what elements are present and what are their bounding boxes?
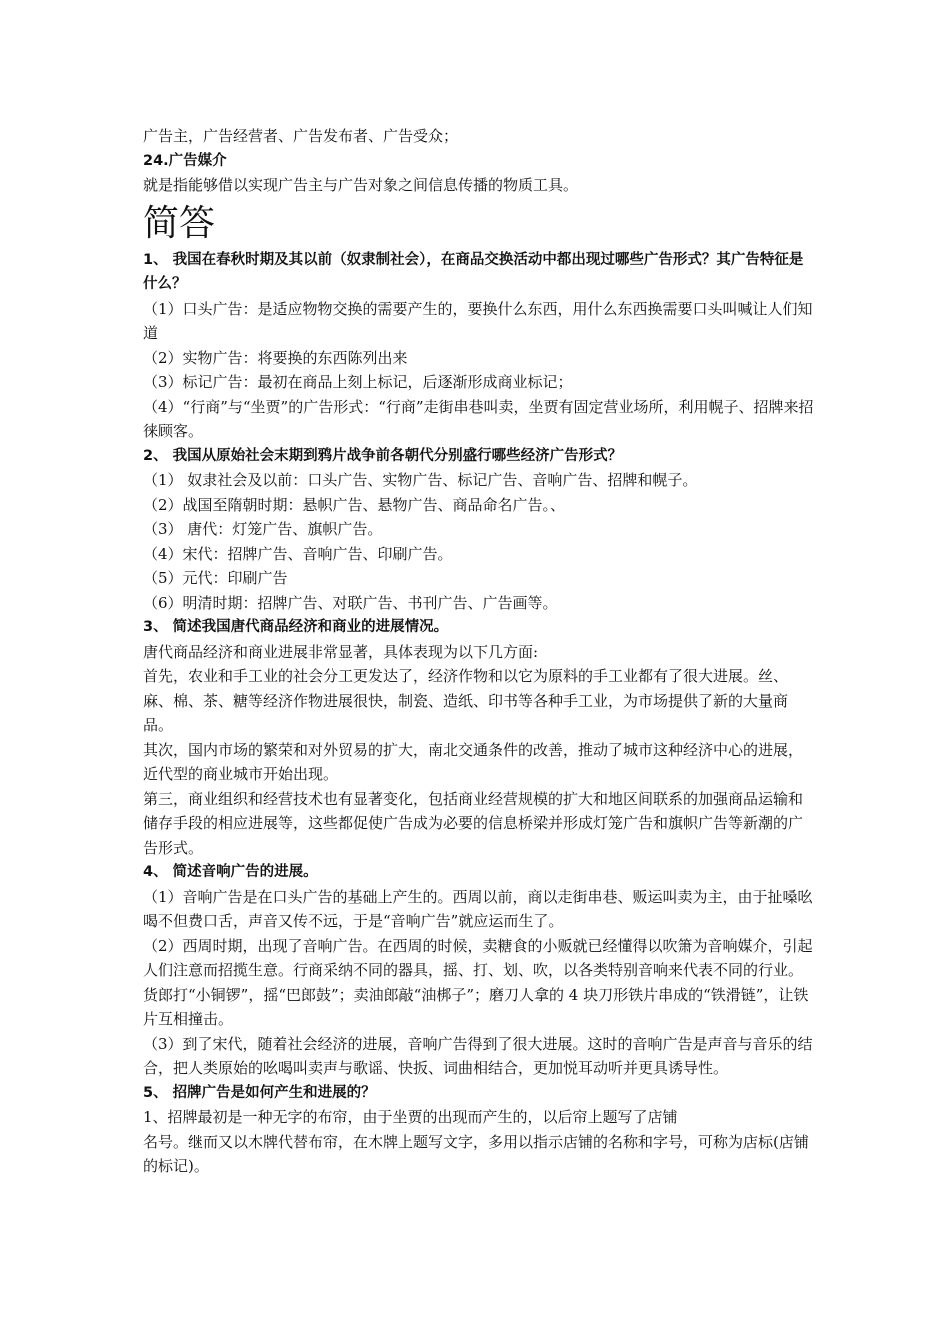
answer-line: （3）到了宋代，随着社会经济的进展，音响广告得到了很大进展。这时的音响广告是声音与音乐的结合，把人类原始的吆喝叫卖声与歌谣、快扳、词曲相结合，更加悦耳动听并更具诱导性。: [143, 1034, 813, 1077]
text-line: 广告主，广告经营者、广告发布者、广告受众；: [143, 127, 459, 145]
answer-line: 第三，商业组织和经营技术也有显著变化，包括商业经营规模的扩大和地区间联系的加强商品运输和储存手段的相应进展等，这些都促使广告成为必要的信息桥梁并形成灯笼广告和旗帜广告等新潮的广告形式。: [143, 789, 804, 857]
question-4: 4、 简述音响广告的进展。: [143, 864, 318, 880]
answer-line: （6）明清时期：招牌广告、对联广告、书刊广告、广告画等。: [143, 593, 558, 612]
answer-line: 名号。继而又以木牌代替布帘，在木牌上题写文字，多用以指示店铺的名称和字号，可称为店标(店铺的标记)。: [143, 1132, 809, 1175]
answer-line: （1）音响广告是在口头广告的基础上产生的。西周以前，商以走街串巷、贩运叫卖为主，由于扯嗓吆喝不但费口舌，声音又传不远，于是“音响广告”就应运而生了。: [143, 887, 813, 930]
answer-line: 其次，国内市场的繁荣和对外贸易的扩大，南北交通条件的改善，推动了城市这种经济中心的进展，近代型的商业城市开始出现。: [143, 740, 804, 783]
section-title: 简答: [143, 202, 216, 244]
answer-line: （2）战国至隋朝时期：悬帜广告、悬物广告、商品命名广告。、: [143, 495, 566, 514]
heading-24: 24.广告媒介: [143, 152, 227, 169]
answer-line: 首先，农业和手工业的社会分工更发达了，经济作物和以它为原料的手工业都有了很大进展。丝、麻、棉、茶、糖等经济作物进展很快，制瓷、造纸、印书等各种手工业，为市场提供了新的大量商品。: [143, 667, 789, 734]
answer-line: （4）“行商”与“坐贾”的广告形式：“行商”走街串巷叫卖，坐贾有固定营业场所，利用幌子、招牌来招徕顾客。: [143, 397, 814, 440]
answer-line: （3） 唐代：灯笼广告、旗帜广告。: [143, 520, 383, 538]
answer-line: （1） 奴隶社会及以前：口头广告、实物广告、标记广告、音响广告、招牌和幌子。: [143, 471, 698, 489]
question-1: 1、 我国在春秋时期及其以前（奴隶制社会），在商品交换活动中都出现过哪些广告形式？其广告特征是什么？: [143, 251, 804, 292]
answer-line: （5）元代：印刷广告: [143, 569, 288, 587]
answer-line: （2）西周时期，出现了音响广告。在西周的时候，卖糖食的小贩就已经懂得以吹箫为音响媒介，引起人们注意而招揽生意。行商采纳不同的器具，摇、打、划、吹，以各类特别音响来代表不同的行业。货郎打“小铜锣”，摇“巴郎鼓”；卖油郎敲“油梆子”；磨刀人拿的 4 块刀形铁片串成的“铁滑链”，让铁片互相撞击。: [143, 936, 813, 1028]
text-line: 就是指能够借以实现广告主与广告对象之间信息传播的物质工具。: [143, 176, 579, 194]
document-page: [143, 124, 815, 1179]
question-3: 3、 简述我国唐代商品经济和商业的进展情况。: [143, 619, 449, 635]
answer-line: 唐代商品经济和商业进展非常显著，具体表现为以下几方面:: [143, 642, 539, 661]
answer-line: （1）口头广告：是适应物物交换的需要产生的，要换什么东西，用什么东西换需要口头叫喊让人们知道: [143, 299, 813, 342]
question-2: 2、 我国从原始社会末期到鸦片战争前各朝代分别盛行哪些经济广告形式？: [143, 447, 623, 464]
answer-line: 1、招牌最初是一种无字的布帘，由于坐贾的出现而产生的，以后帘上题写了店铺: [143, 1108, 678, 1126]
answer-line: （3）标记广告：最初在商品上刻上标记，后逐渐形成商业标记；: [143, 373, 573, 391]
question-5: 5、 招牌广告是如何产生和进展的？: [143, 1084, 376, 1101]
answer-line: （4）宋代：招牌广告、音响广告、印刷广告。: [143, 544, 453, 563]
answer-line: （2）实物广告：将要换的东西陈列出来: [143, 348, 408, 367]
